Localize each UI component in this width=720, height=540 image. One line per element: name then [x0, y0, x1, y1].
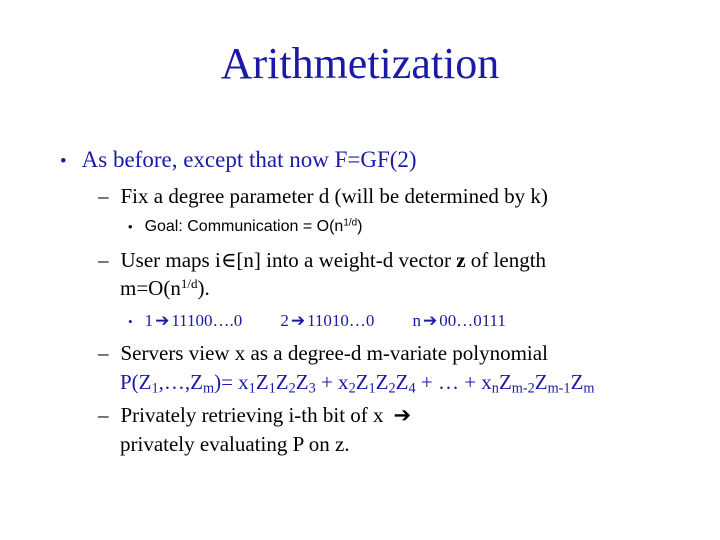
polynomial-formula: $P(Z_1,\dots,Z_m)= x_1Z_1Z_2Z_3 + x_2Z_1Z_2Z_4$ + … + $x_nZ_{m-2}Z_{m-1}Z_m$	[120, 370, 595, 397]
goal-text-prefix: Goal: Communication = O(n	[144, 218, 344, 235]
goal-exponent: 1/d	[343, 217, 358, 229]
subsub-bullet-examples	[128, 311, 506, 331]
dash-icon: –	[98, 403, 109, 427]
sub-bullet-4-continuation: privately evaluating P on z.	[120, 432, 350, 456]
sub-bullet-1-text: Fix a degree parameter d (will be determined by k)	[120, 184, 548, 208]
bullet-dot-icon: •	[60, 151, 67, 172]
subsub-bullet-goal	[128, 218, 362, 236]
example-2-right: 11010…0	[307, 311, 375, 330]
example-3-left: n	[412, 311, 421, 330]
vector-z: z	[456, 248, 466, 272]
sub-bullet-2-part2: [n] into a weight-d vector	[236, 248, 457, 272]
sub-bullet-4	[98, 403, 413, 428]
element-of-symbol: ∈	[220, 248, 237, 272]
dash-icon: –	[98, 248, 109, 272]
sub-bullet-4-text: Privately retrieving i-th bit of x	[120, 403, 384, 427]
sub-bullet-1	[98, 184, 548, 209]
dash-icon: –	[98, 341, 109, 365]
right-arrow-icon: ➔	[290, 311, 306, 330]
dash-icon: –	[98, 184, 109, 208]
goal-text-suffix: )	[357, 218, 363, 235]
right-arrow-icon: ➔	[155, 311, 170, 330]
bullet-1	[60, 147, 417, 173]
right-arrow-icon: ➔	[393, 403, 412, 427]
slide-title: Arithmetization	[220, 39, 500, 88]
sub-bullet-2-part3: of length	[465, 248, 547, 272]
example-1-right: 11100….0	[171, 311, 243, 330]
length-prefix: m=O(n	[120, 276, 181, 300]
bullet-dot-icon: •	[128, 219, 133, 234]
sub-bullet-2-continuation	[120, 276, 210, 301]
sub-bullet-2-part1: User maps i	[120, 248, 221, 272]
right-arrow-icon: ➔	[422, 311, 438, 330]
bullet-dot-icon: •	[128, 314, 133, 329]
bullet-1-text: As before, except that now F=GF(2)	[81, 147, 417, 172]
example-3-right: 00…0111	[439, 311, 506, 330]
sub-bullet-3	[98, 341, 548, 366]
example-2-left: 2	[280, 311, 289, 330]
length-exponent: 1/d	[180, 275, 198, 291]
length-suffix: ).	[197, 276, 210, 300]
sub-bullet-3-text: Servers view x as a degree-d m-variate polynomial	[120, 341, 548, 365]
example-1-left: 1	[144, 311, 154, 330]
sub-bullet-2	[98, 248, 546, 273]
